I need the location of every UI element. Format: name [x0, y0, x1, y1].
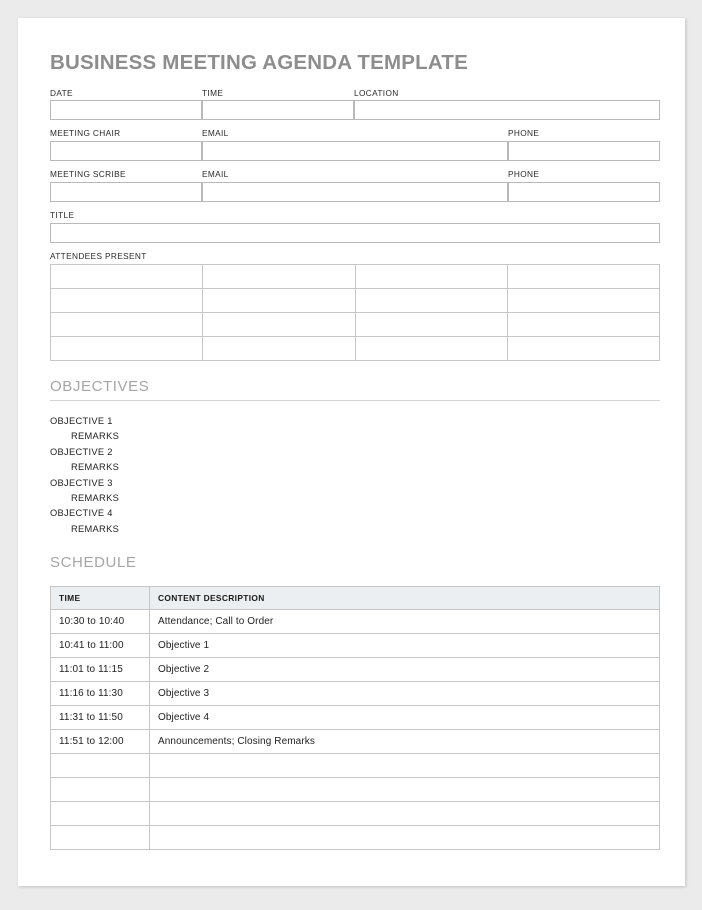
meeting-info-row-title	[50, 211, 660, 243]
field-block-title	[50, 211, 660, 243]
attendees-cell[interactable]	[203, 336, 355, 360]
schedule-cell-content[interactable]: Attendance; Call to Order	[150, 609, 660, 633]
schedule-cell-content[interactable]	[150, 825, 660, 849]
field-input-time[interactable]	[202, 100, 354, 120]
page-content	[50, 52, 660, 850]
field-block-date	[50, 89, 202, 121]
objective-label: OBJECTIVE 2	[50, 446, 113, 457]
field-block-location	[354, 89, 660, 121]
schedule-row	[51, 801, 660, 825]
field-label-email: EMAIL	[202, 128, 229, 139]
objective-remarks-label: REMARKS	[71, 462, 120, 473]
meeting-info-row-date	[50, 89, 660, 121]
attendees-cell[interactable]	[203, 264, 355, 288]
schedule-row	[51, 753, 660, 777]
attendees-cell[interactable]	[355, 312, 507, 336]
field-label-title: TITLE	[50, 209, 75, 220]
schedule-row	[51, 777, 660, 801]
field-block-email	[202, 129, 508, 161]
objectives-divider	[50, 400, 660, 401]
objectives-heading: OBJECTIVES	[50, 377, 150, 395]
schedule-row	[51, 825, 660, 849]
field-block-meeting-chair	[50, 129, 202, 161]
schedule-cell-time[interactable]	[51, 801, 150, 825]
attendees-cell[interactable]	[507, 312, 659, 336]
field-input-meeting-scribe[interactable]	[50, 182, 202, 202]
field-input-date[interactable]	[50, 100, 202, 120]
attendees-row	[51, 264, 660, 288]
schedule-cell-content[interactable]	[150, 777, 660, 801]
schedule-column-time: TIME	[51, 586, 150, 609]
attendees-row	[51, 288, 660, 312]
schedule-cell-content[interactable]: Announcements; Closing Remarks	[150, 729, 660, 753]
schedule-table-wrap	[50, 586, 660, 850]
meeting-info-row-scribe	[50, 170, 660, 202]
field-label-phone: PHONE	[508, 128, 540, 139]
schedule-row	[51, 609, 660, 633]
attendees-cell[interactable]	[507, 336, 659, 360]
field-input-phone[interactable]	[508, 182, 660, 202]
schedule-section	[50, 555, 660, 850]
schedule-cell-content[interactable]: Objective 2	[150, 657, 660, 681]
field-input-email[interactable]	[202, 141, 508, 161]
attendees-cell[interactable]	[507, 264, 659, 288]
objectives-section	[50, 379, 660, 538]
field-input-phone[interactable]	[508, 141, 660, 161]
schedule-cell-time[interactable]: 11:51 to 12:00	[51, 729, 150, 753]
field-label-time: TIME	[202, 87, 224, 98]
attendees-cell[interactable]	[355, 336, 507, 360]
objective-remarks-label: REMARKS	[71, 431, 120, 442]
field-label-email: EMAIL	[202, 169, 229, 180]
attendees-cell[interactable]	[507, 288, 659, 312]
attendees-cell[interactable]	[51, 288, 203, 312]
field-label-meeting-scribe: MEETING SCRIBE	[50, 169, 126, 180]
schedule-cell-time[interactable]: 11:16 to 11:30	[51, 681, 150, 705]
schedule-cell-content[interactable]: Objective 4	[150, 705, 660, 729]
field-block-phone	[508, 129, 660, 161]
field-input-email[interactable]	[202, 182, 508, 202]
attendees-label: ATTENDEES PRESENT	[50, 250, 147, 261]
objective-label: OBJECTIVE 1	[50, 416, 113, 427]
objective-label: OBJECTIVE 4	[50, 508, 113, 519]
attendees-cell[interactable]	[203, 288, 355, 312]
field-input-location[interactable]	[354, 100, 660, 120]
schedule-cell-time[interactable]	[51, 753, 150, 777]
schedule-cell-content[interactable]	[150, 801, 660, 825]
attendees-cell[interactable]	[355, 264, 507, 288]
schedule-row	[51, 729, 660, 753]
schedule-heading: SCHEDULE	[50, 554, 137, 572]
attendees-row	[51, 312, 660, 336]
objective-remarks-label: REMARKS	[71, 523, 120, 534]
schedule-row	[51, 681, 660, 705]
field-input-meeting-chair[interactable]	[50, 141, 202, 161]
schedule-cell-time[interactable]	[51, 777, 150, 801]
attendees-section	[50, 252, 660, 361]
schedule-table	[50, 586, 660, 850]
attendees-cell[interactable]	[51, 312, 203, 336]
field-label-location: LOCATION	[354, 87, 399, 98]
document-page	[18, 18, 685, 886]
schedule-cell-time[interactable]: 11:01 to 11:15	[51, 657, 150, 681]
field-label-meeting-chair: MEETING CHAIR	[50, 128, 121, 139]
attendees-cell[interactable]	[51, 264, 203, 288]
attendees-cell[interactable]	[51, 336, 203, 360]
meeting-info-row-chair	[50, 129, 660, 161]
schedule-cell-content[interactable]: Objective 3	[150, 681, 660, 705]
schedule-cell-time[interactable]: 10:30 to 10:40	[51, 609, 150, 633]
attendees-table	[50, 264, 660, 361]
schedule-cell-content[interactable]	[150, 753, 660, 777]
schedule-column-content: CONTENT DESCRIPTION	[150, 586, 660, 609]
schedule-row	[51, 657, 660, 681]
schedule-cell-content[interactable]: Objective 1	[150, 633, 660, 657]
objective-label: OBJECTIVE 3	[50, 477, 113, 488]
attendees-row	[51, 336, 660, 360]
field-block-phone	[508, 170, 660, 202]
schedule-header-row	[51, 586, 660, 609]
schedule-row	[51, 705, 660, 729]
schedule-row	[51, 633, 660, 657]
field-label-phone: PHONE	[508, 169, 540, 180]
field-block-email	[202, 170, 508, 202]
field-input-title[interactable]	[50, 223, 660, 243]
objectives-list	[50, 414, 660, 537]
objective-remarks-label: REMARKS	[71, 493, 120, 504]
attendees-cell[interactable]	[355, 288, 507, 312]
schedule-cell-time[interactable]: 10:41 to 11:00	[51, 633, 150, 657]
page-title: BUSINESS MEETING AGENDA TEMPLATE	[50, 51, 468, 74]
attendees-cell[interactable]	[203, 312, 355, 336]
schedule-cell-time[interactable]	[51, 825, 150, 849]
field-block-time	[202, 89, 354, 121]
field-block-meeting-scribe	[50, 170, 202, 202]
field-label-date: DATE	[50, 87, 73, 98]
schedule-cell-time[interactable]: 11:31 to 11:50	[51, 705, 150, 729]
